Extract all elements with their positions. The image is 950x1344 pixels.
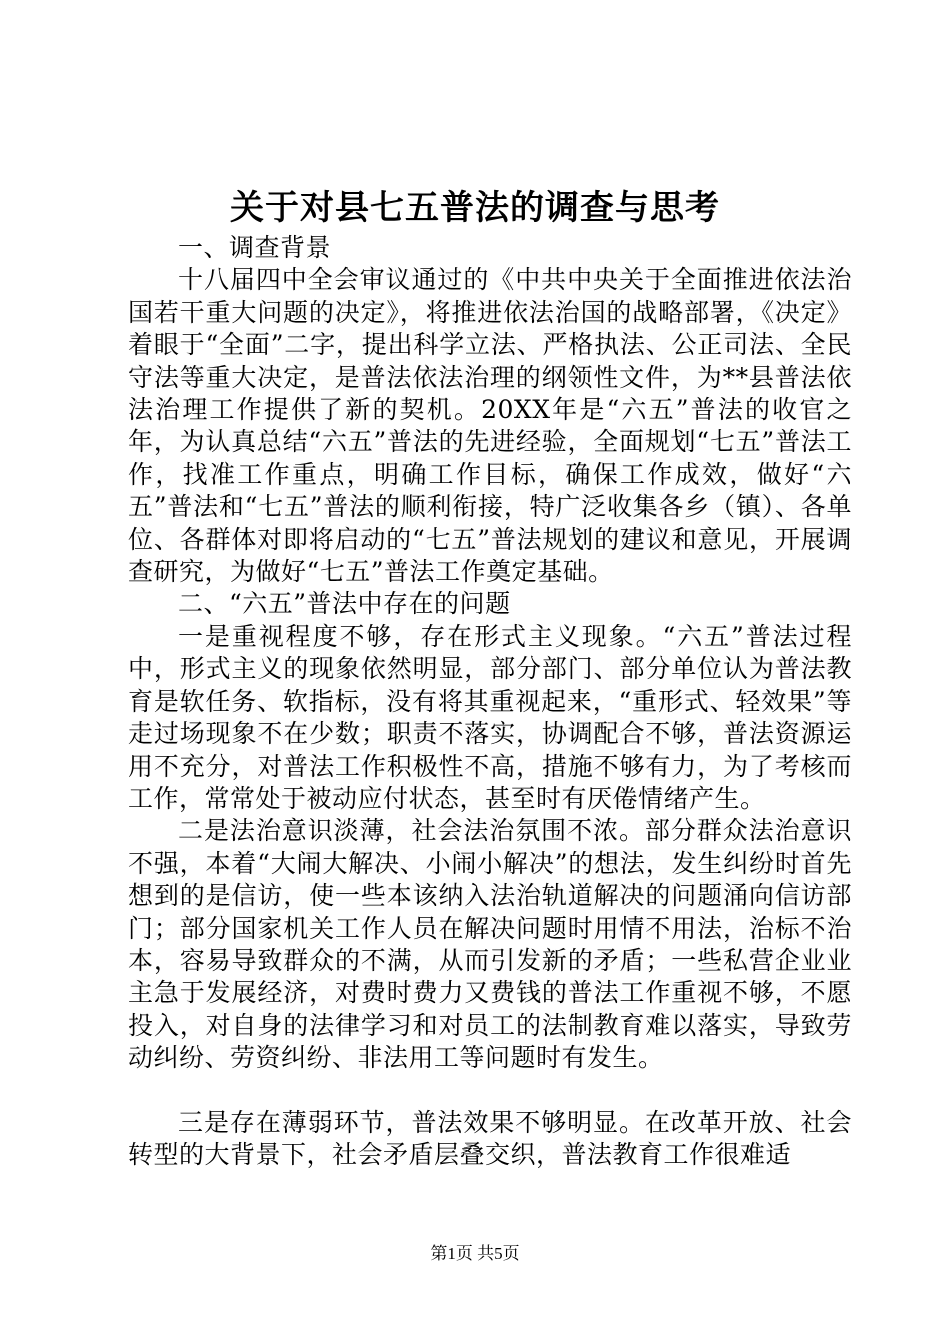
paragraph-problem-one: 一是重视程度不够，存在形式主义现象。“六五”普法过程中，形式主义的现象依然明显，部分部门、部分单位认为普法教育是软任务、软指标，没有将其重视起来，“重形式、轻效果”等走过场现象不在少数；职责不落实，协调配合不够，普法资源运用不充分，对普法工作积极性不高，措施不够有力，为了考核而工作，常常处于被动应付状态，甚至时有厌倦情绪产生。 [128, 621, 852, 813]
document-title: 关于对县七五普法的调查与思考 [230, 188, 720, 228]
paragraph-problem-two: 二是法治意识淡薄，社会法治氛围不浓。部分群众法治意识不强，本着“大闹大解决、小闹小解决”的想法，发生纠纷时首先想到的是信访，使一些本该纳入法治轨道解决的问题涌向信访部门；部分国家机关工作人员在解决问题时用情不用法，治标不治本，容易导致群众的不满，从而引发新的矛盾；一些私营企业业主急于发展经济，对费时费力又费钱的普法工作重视不够，不愿投入，对自身的法律学习和对员工的法制教育难以落实，导致劳动纠纷、劳资纠纷、非法用工等问题时有发生。 [128, 816, 852, 1073]
section-heading-background: 一、调查背景 [178, 233, 332, 262]
document-body [128, 232, 852, 1171]
paragraph-background: 十八届四中全会审议通过的《中共中央关于全面推进依法治国若干重大问题的决定》，将推进依法治国的战略部署，《决定》着眼于“全面”二字，提出科学立法、严格执法、公正司法、全民守法等重大决定，是普法依法治理的纲领性文件，为**县普法依法治理工作提供了新的契机。20XX年是“六五”普法的收官之年，为认真总结“六五”普法的先进经验，全面规划“七五”普法工作，找准工作重点，明确工作目标，确保工作成效，做好“六五”普法和“七五”普法的顺利衔接，特广泛收集各乡（镇）、各单位、各群体对即将启动的“七五”普法规划的建议和意见，开展调查研究，为做好“七五”普法工作奠定基础。 [128, 265, 852, 587]
section-heading-problems: 二、“六五”普法中存在的问题 [178, 589, 511, 619]
paragraph-problem-three: 三是存在薄弱环节，普法效果不够明显。在改革开放、社会转型的大背景下，社会矛盾层叠交织，普法教育工作很难适 [128, 1107, 852, 1169]
page-number: 第1页 共5页 [430, 1244, 520, 1263]
